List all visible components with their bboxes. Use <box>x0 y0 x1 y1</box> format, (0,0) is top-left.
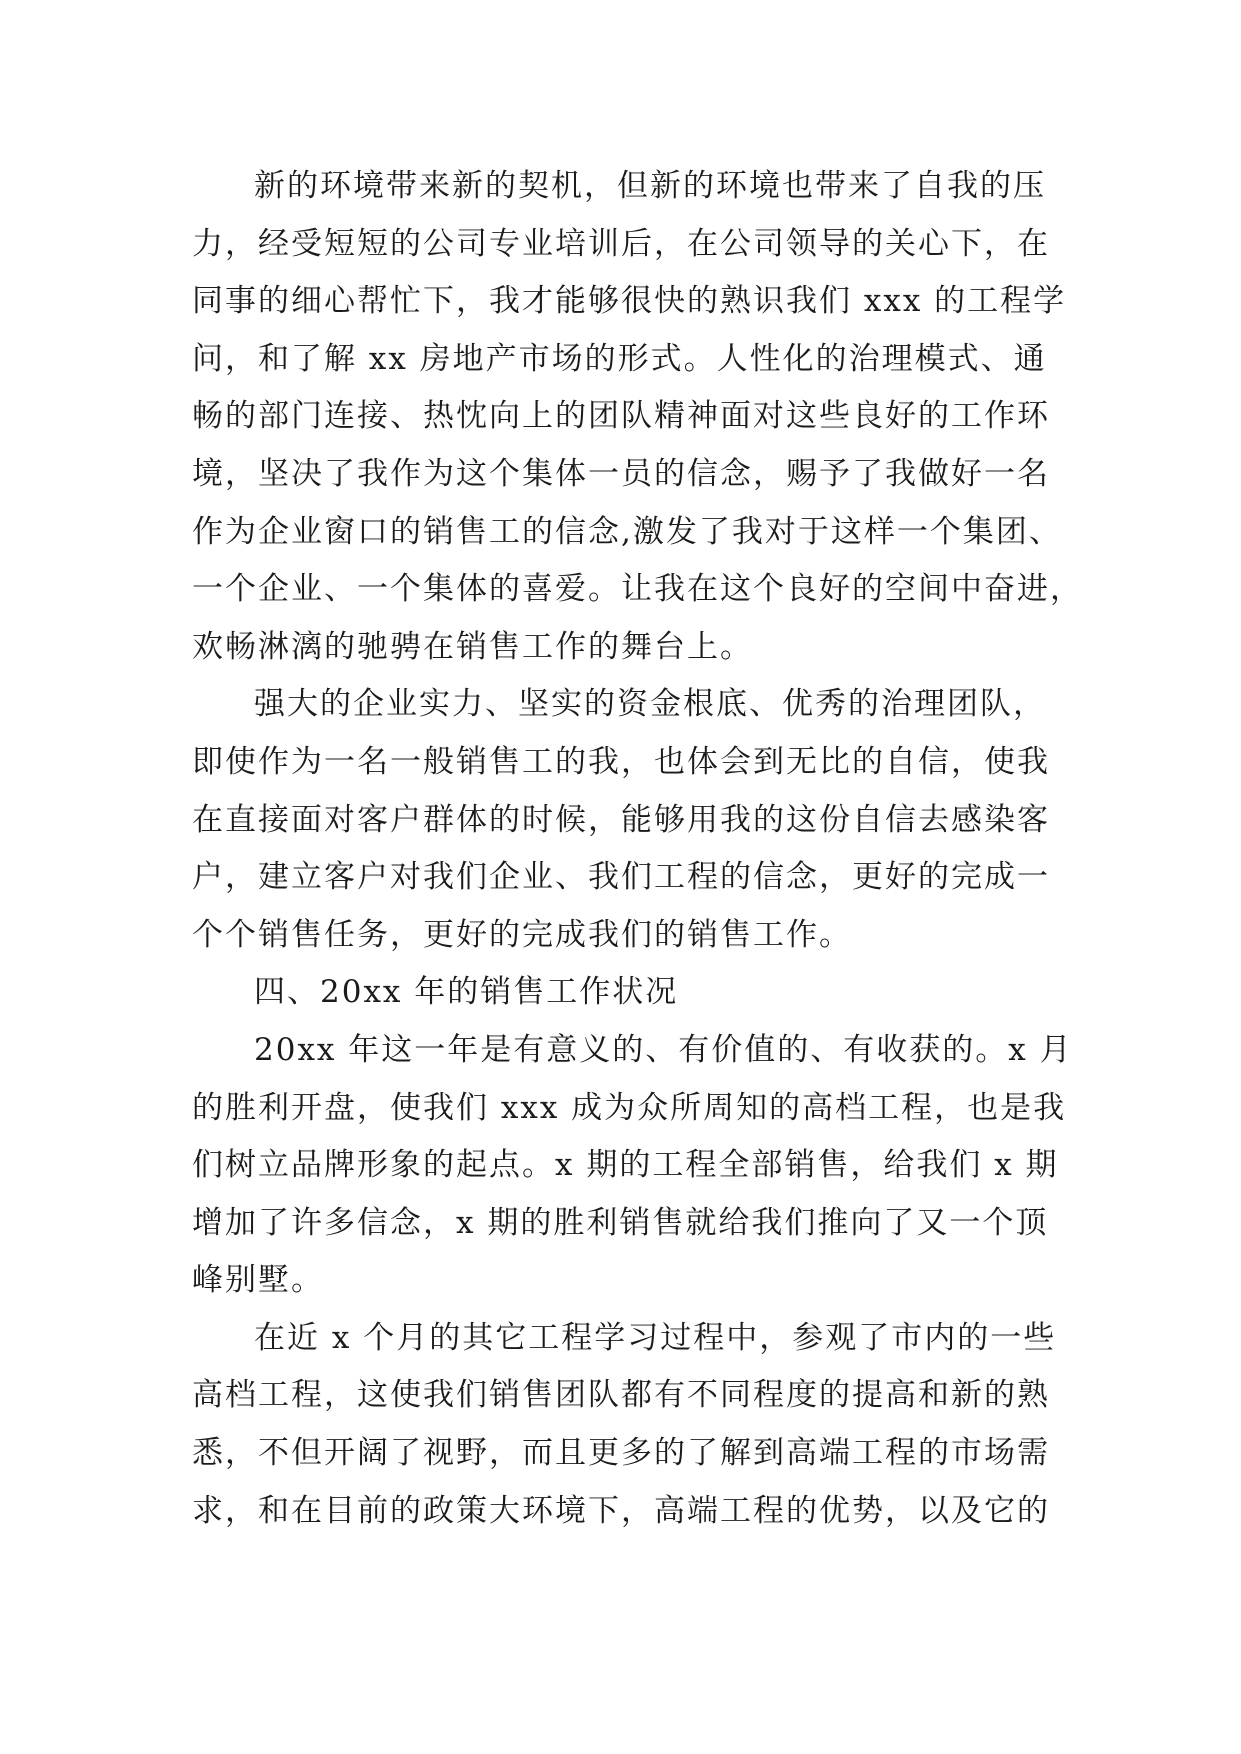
text-line: 户，建立客户对我们企业、我们工程的信念，更好的完成一 <box>192 859 1050 896</box>
text-line: 即使作为一名一般销售工的我，也体会到无比的自信，使我 <box>192 743 1050 780</box>
text-line: 在直接面对客户群体的时候，能够用我的这份自信去感染客 <box>192 801 1050 838</box>
section-heading: 四、20xx 年的销售工作状况 <box>254 974 679 1011</box>
text-line: 求，和在目前的政策大环境下，高端工程的优势，以及它的 <box>192 1492 1050 1529</box>
text-line: 强大的企业实力、坚实的资金根底、优秀的治理团队， <box>254 686 1046 723</box>
text-line: 作为企业窗口的销售工的信念,激发了我对于这样一个集团、 <box>192 513 1062 550</box>
text-line: 欢畅淋漓的驰骋在销售工作的舞台上。 <box>192 628 753 665</box>
text-line: 一个企业、一个集体的喜爱。让我在这个良好的空间中奋进， <box>192 571 1083 608</box>
text-line: 20xx 年这一年是有意义的、有价值的、有收获的。x 月 <box>254 1031 1073 1068</box>
text-line: 畅的部门连接、热忱向上的团队精神面对这些良好的工作环 <box>192 398 1050 435</box>
text-line: 峰别墅。 <box>192 1262 324 1299</box>
text-line: 同事的细心帮忙下，我才能够很快的熟识我们 xxx 的工程学 <box>192 283 1067 320</box>
text-line: 增加了许多信念，x 期的胜利销售就给我们推向了又一个顶 <box>192 1204 1049 1241</box>
text-line: 高档工程，这使我们销售团队都有不同程度的提高和新的熟 <box>192 1377 1050 1414</box>
text-line: 的胜利开盘，使我们 xxx 成为众所周知的高档工程，也是我 <box>192 1089 1067 1126</box>
text-line: 们树立品牌形象的起点。x 期的工程全部销售，给我们 x 期 <box>192 1147 1059 1184</box>
document-body <box>192 158 1083 1540</box>
text-line: 问，和了解 xx 房地产市场的形式。人性化的治理模式、通 <box>192 340 1047 377</box>
text-line: 新的环境带来新的契机，但新的环境也带来了自我的压 <box>254 168 1046 204</box>
text-line: 力，经受短短的公司专业培训后，在公司领导的关心下，在 <box>192 225 1050 262</box>
text-line: 悉，不但开阔了视野，而且更多的了解到高端工程的市场需 <box>192 1435 1050 1472</box>
text-line: 个个销售任务，更好的完成我们的销售工作。 <box>192 916 852 953</box>
text-line: 在近 x 个月的其它工程学习过程中，参观了市内的一些 <box>254 1319 1057 1356</box>
text-line: 境，坚决了我作为这个集体一员的信念，赐予了我做好一名 <box>192 455 1050 492</box>
